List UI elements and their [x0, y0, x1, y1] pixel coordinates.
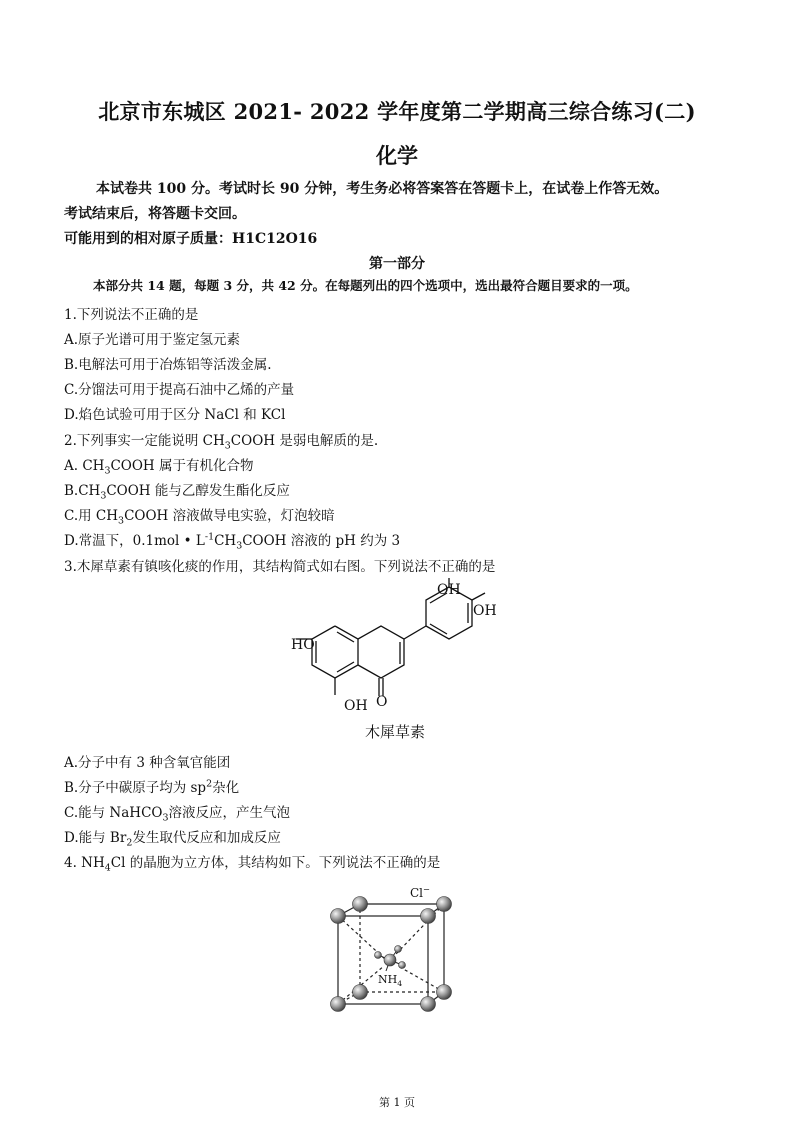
q1-option-a: A.原子光谱可用于鉴定氢元素	[64, 332, 241, 348]
luteolin-structure	[280, 578, 520, 724]
structure-caption: 木犀草素	[365, 723, 426, 741]
q1-option-b: B.电解法可用于冶炼铝等活泼金属.	[64, 357, 272, 373]
q2-option-b: $B.CH_3COOH$ 能与乙醇发生酯化反应	[64, 483, 290, 502]
q3-option-c: C.能与 NaHCO$_3$溶液反应，产生气泡	[64, 805, 290, 824]
q2-option-a: A. $CH_3COOH$ 属于有机化合物	[64, 458, 254, 477]
q2-stem: 2.下列事实一定能说明 $CH_3COOH$ 是弱电解质的是.	[64, 433, 379, 452]
part-heading: 第一部分	[369, 256, 425, 272]
nh4cl-unit-cell	[318, 892, 468, 1018]
q3-option-a: A.分子中有 3 种含氧官能团	[64, 755, 231, 771]
label-oh-right: OH	[473, 603, 497, 619]
part-note: 本部分共 14 题，每题 3 分，共 42 分。在每题列出的四个选项中，选出最符合题目要求的一项。	[93, 278, 638, 293]
subject-title: 化学	[376, 143, 418, 168]
label-ho-left: HO	[291, 637, 315, 653]
q3-option-d: D.能与 $Br_2$发生取代反应和加成反应	[64, 830, 281, 849]
q1-option-c: C.分馏法可用于提高石油中乙烯的产量	[64, 382, 295, 398]
instructions-line2: 考试结束后，将答题卡交回。	[64, 206, 246, 222]
instructions-line1: 本试卷共 100 分。考试时长 90 分钟，考生务必将答案答在答题卡上，在试卷上作答无效。	[96, 181, 669, 197]
label-oh-top: OH	[437, 582, 461, 598]
q2-option-c: C.用 $CH_3COOH$ 溶液做导电实验，灯泡较暗	[64, 508, 335, 527]
label-cl: Cl−	[410, 884, 431, 900]
q1-stem: 1.下列说法不正确的是	[64, 307, 199, 323]
label-nh4: $NH_4$	[378, 973, 403, 989]
atomic-mass-line: 可能用到的相对原子质量：H1C12O16	[64, 231, 318, 247]
label-o-carbonyl: O	[376, 694, 388, 710]
q3-option-b: B.分子中碳原子均为 $sp^2$杂化	[64, 778, 240, 796]
exam-title: 北京市东城区 2021- 2022 学年度第二学期高三综合练习(二)	[98, 99, 696, 124]
q4-stem: 4. $NH_4Cl$ 的晶胞为立方体，其结构如下。下列说法不正确的是	[64, 855, 441, 874]
q1-option-d: D.焰色试验可用于区分 NaCl 和 KCl	[64, 407, 286, 423]
q2-option-d: D.常温下，0.1mol • $L^{-1}CH_3COOH$ 溶液的 pH 约为 3	[64, 531, 401, 552]
page-number: 第 1 页	[379, 1096, 415, 1109]
label-oh-bottom: OH	[344, 698, 368, 714]
q3-stem: 3.木犀草素有镇咳化痰的作用，其结构简式如右图。下列说法不正确的是	[64, 559, 496, 575]
